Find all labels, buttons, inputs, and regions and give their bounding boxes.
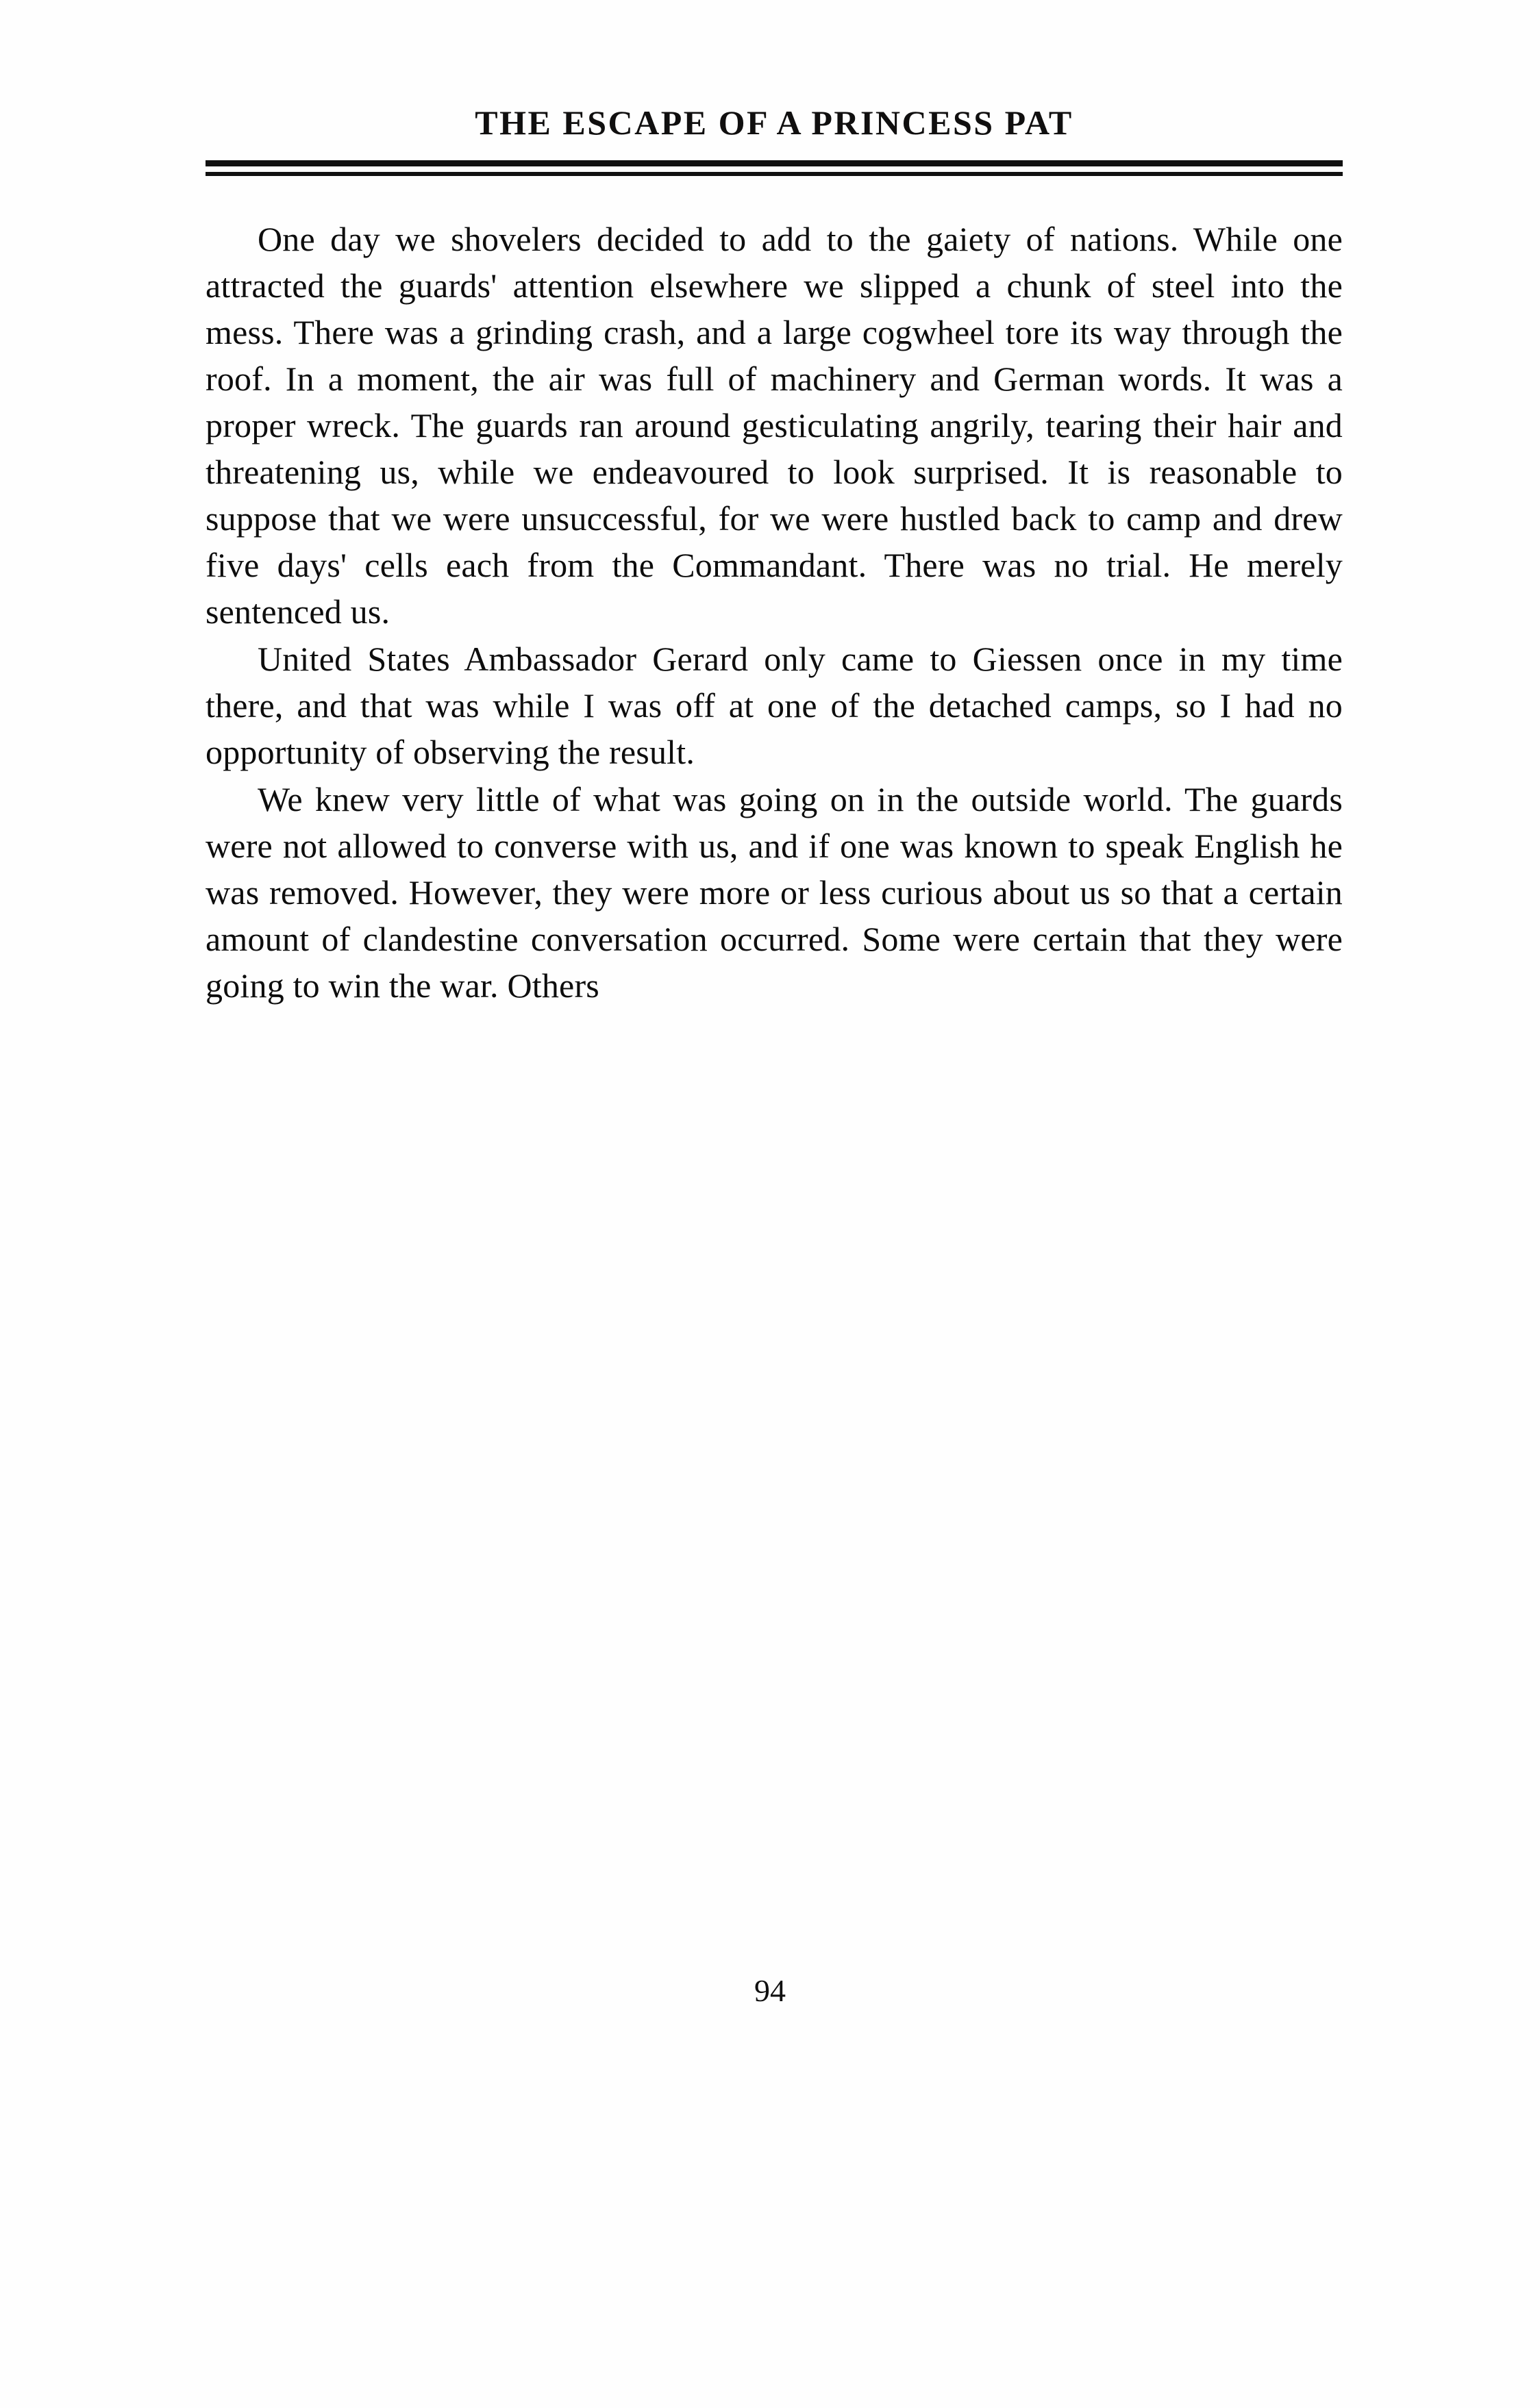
paragraph: United States Ambassador Gerard only came to Giessen once in my time there, and that was while I was off at one of the detached camps, so I had no opportunity of observing the result.: [206, 640, 1343, 771]
paragraph: We knew very little of what was going on in the outside world. The guards were not allowed to converse with us, and if one was known to speak English he was removed. However, they were more or less curious about us so that a certain amount of clandestine conversation occurred. Some were certain that they were going to win the war. Others: [206, 780, 1343, 1005]
body-text: [206, 216, 1343, 1009]
page-title: THE ESCAPE OF A PRINCESS PAT: [475, 103, 1073, 142]
page-number: 94: [754, 1973, 786, 2008]
paragraph: One day we shovelers decided to add to the gaiety of nations. While one attracted the guards' attention elsewhere we slipped a chunk of steel into the mess. There was a grinding crash, and a large cogwheel tore its way through the roof. In a moment, the air was full of machinery and German words. It was a proper wreck. The guards ran around gesticulating angrily, tearing their hair and threatening us, while we endeavoured to look surprised. It is reasonable to suppose that we were unsuccessful, for we were hustled back to camp and drew five days' cells each from the Commandant. There was no trial. He merely sentenced us.: [206, 220, 1343, 631]
page-content: [206, 103, 1343, 1009]
divider-thick-line: [206, 160, 1343, 166]
divider-gap: [206, 166, 1343, 172]
divider-thin-line: [206, 172, 1343, 176]
header-divider: [206, 160, 1343, 176]
